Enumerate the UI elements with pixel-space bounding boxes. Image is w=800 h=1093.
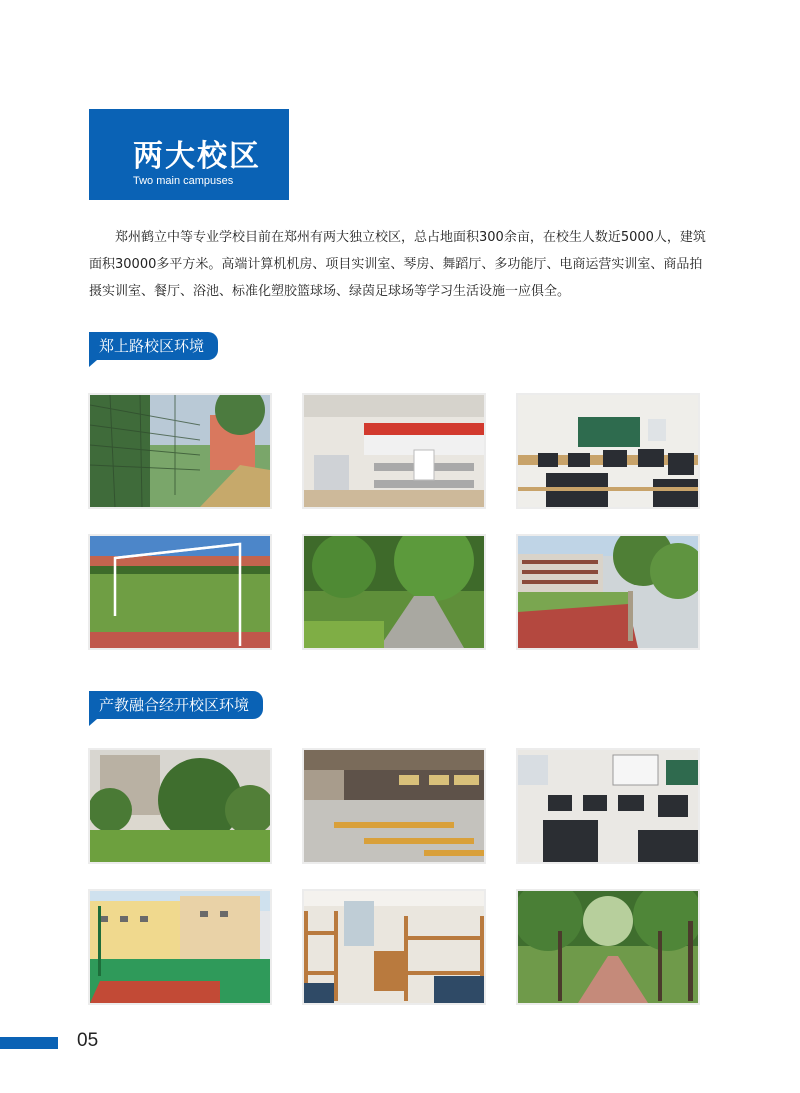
computer-lab-photo bbox=[518, 395, 698, 507]
soccer-field-photo bbox=[90, 536, 270, 648]
footer-accent-bar bbox=[0, 1037, 58, 1049]
fence-track-photo bbox=[90, 395, 270, 507]
pine-trees-photo bbox=[90, 750, 270, 862]
dormitory-photo bbox=[304, 891, 484, 1003]
dining-hall-photo bbox=[304, 750, 484, 862]
intro-paragraph: 郑州鹤立中等专业学校目前在郑州有两大独立校区，总占地面积300余亩，在校生人数近5000人，建筑面积30000多平方米。高端计算机机房、项目实训室、琴房、舞蹈厅、多功能厅、电商运营实训室、商品拍摄实训室、餐厅、浴池、标准化塑胶篮球场、绿茵足球场等学习生活设施一应俱全。 bbox=[89, 230, 706, 299]
title-block bbox=[89, 109, 289, 200]
tree-lined-road-photo bbox=[518, 891, 698, 1003]
page-number: 05 bbox=[77, 1030, 99, 1051]
running-track-photo bbox=[518, 536, 698, 648]
section-label-zhengshang: 郑上路校区环境 bbox=[89, 332, 218, 360]
basketball-court-photo bbox=[90, 891, 270, 1003]
cafeteria-photo bbox=[304, 395, 484, 507]
page-title: 两大校区 bbox=[133, 139, 261, 174]
classroom-computers-photo bbox=[518, 750, 698, 862]
section-label-jingkai: 产教融合经开校区环境 bbox=[89, 691, 263, 719]
page-subtitle: Two main campuses bbox=[133, 175, 234, 187]
garden-path-photo bbox=[304, 536, 484, 648]
